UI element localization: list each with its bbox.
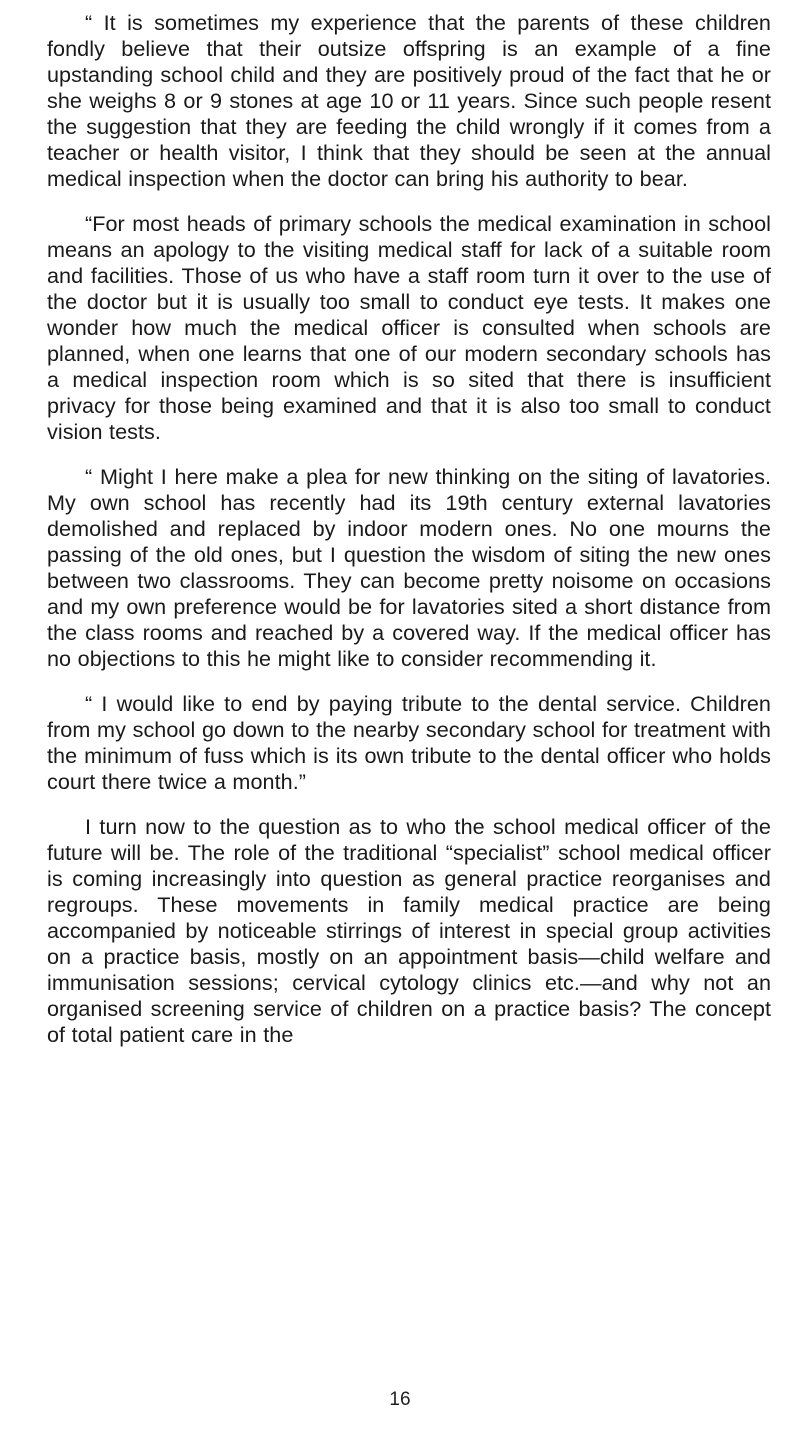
page-number: 16 xyxy=(389,1389,411,1410)
paragraph-5: I turn now to the question as to who the school medical officer of the future will be. The role of the traditional “specialist” school medical officer is coming increasingly into question as general practice reorganises and regroups. These movements in family medical practice are being accompanied by noticeable stirrings of interest in special group activities on a practice basis, mostly on an appointment basis—child welfare and immunisation sessions; cervical cytology clinics etc.—and why not an organised screening service of children on a practice basis? The concept of total patient care in the xyxy=(47,814,771,1047)
paragraph-2: “For most heads of primary schools the medical examination in school means an apology to the visiting medical staff for lack of a suitable room and facilities. Those of us who have a staff room turn it over to the use of the doctor but it is usually too small to conduct eye tests. It makes one wonder how much the medical officer is consulted when schools are planned, when one learns that one of our modern secondary schools has a medical inspection room which is so sited that there is insufficient privacy for those being examined and that it is also too small to conduct vision tests. xyxy=(47,211,771,444)
paragraph-3: “ Might I here make a plea for new thinking on the siting of lavatories. My own school has recently had its 19th century external lavatories demolished and replaced by indoor modern ones. No one mourns the passing of the old ones, but I question the wisdom of siting the new ones between two classrooms. They can become pretty noisome on occasions and my own preference would be for lavatories sited a short distance from the class rooms and reached by a covered way. If the medical officer has no objections to this he might like to consider recommending it. xyxy=(47,464,771,671)
document-page xyxy=(47,10,771,1067)
paragraph-1: “ It is sometimes my experience that the parents of these children fondly believe that their outsize offspring is an example of a fine upstanding school child and they are positively proud of the fact that he or she weighs 8 or 9 stones at age 10 or 11 years. Since such people resent the suggestion that they are feeding the child wrongly if it comes from a teacher or health visitor, I think that they should be seen at the annual medical inspection when the doctor can bring his authority to bear. xyxy=(47,10,771,191)
paragraph-4: “ I would like to end by paying tribute to the dental service. Children from my school go down to the nearby secondary school for treatment with the minimum of fuss which is its own tribute to the dental officer who holds court there twice a month.” xyxy=(47,691,771,794)
